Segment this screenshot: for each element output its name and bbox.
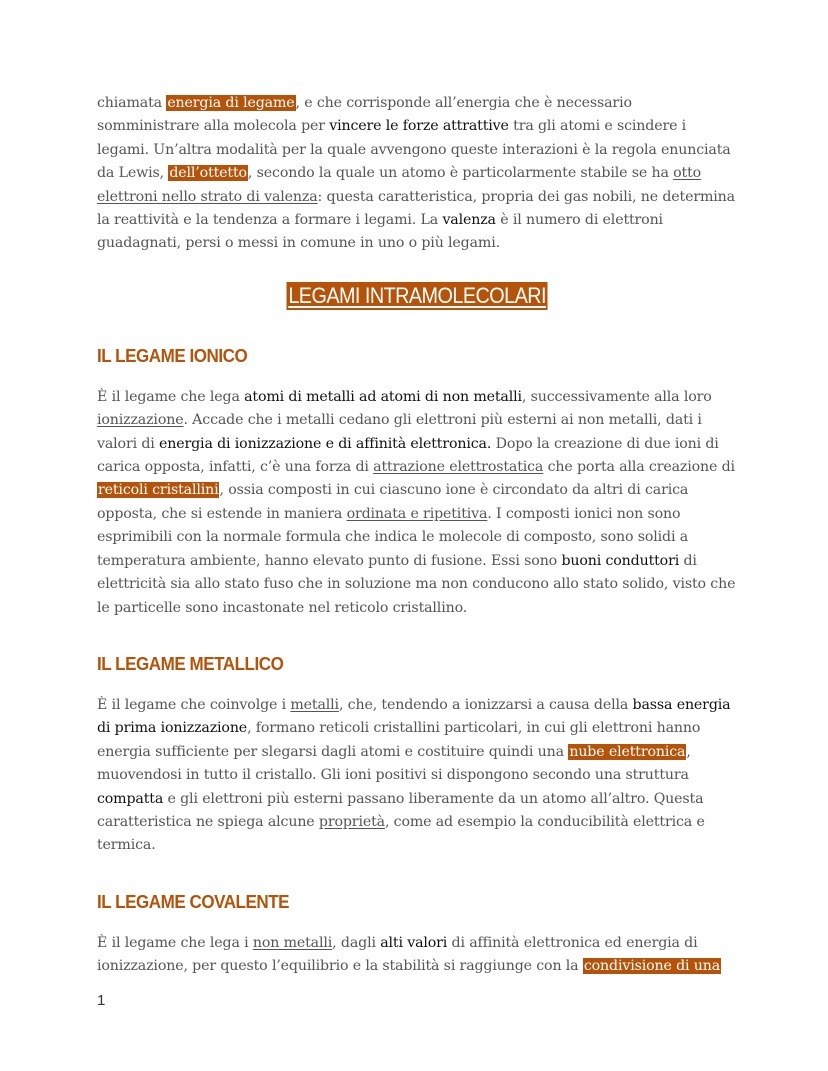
key-term: vincere le forze attrattive bbox=[329, 118, 509, 135]
text-run: . I composti ionici non sono esprimibili con la normale formula che indica le molecole di composto, sono solidi a temperatura ambiente, hanno elevato punto di fusione. Essi sono bbox=[97, 505, 689, 569]
text-run: , formano reticoli cristallini particolari, in cui gli elettroni hanno energia sufficiente per slegarsi dagli atomi e costituire quindi una bbox=[97, 720, 701, 760]
section-title-metallic: IL LEGAME METALLICO bbox=[97, 652, 284, 674]
text-run: , come ad esempio la conducibilità elettrica e termica. bbox=[97, 813, 705, 854]
text-run: : questa caratteristica, propria dei gas nobili, ne determina la reattività e la tendenza a formare i legami. La bbox=[97, 188, 735, 229]
text-run: tra gli atomi e scindere i legami. Un’altra modalità per la quale avvengono queste interazioni è la regola enunciata da Lewis, bbox=[97, 118, 731, 182]
text-run: , dagli bbox=[332, 934, 381, 951]
text-run: che porta alla creazione di bbox=[543, 459, 735, 476]
section-covalent bbox=[97, 890, 737, 979]
section-ionic bbox=[97, 344, 737, 620]
key-term: atomi di metalli ad atomi di non metalli bbox=[244, 388, 522, 405]
section-body-metallic bbox=[97, 694, 737, 858]
key-term: bassa energia di prima ionizzazione bbox=[97, 696, 731, 737]
highlighted-term: nube elettronica bbox=[569, 743, 686, 760]
underlined-term: ionizzazione bbox=[97, 412, 184, 429]
key-term: alti valori bbox=[380, 934, 448, 951]
section-title-ionic: IL LEGAME IONICO bbox=[97, 344, 248, 366]
text-run: È il legame che lega bbox=[97, 388, 245, 405]
text-run: , ossia composti in cui ciascuno ione è circondato da altri di carica opposta, che si estende in maniera bbox=[97, 482, 689, 522]
text-run: , e che corrisponde all’energia che è necessario somministrare alla molecola per bbox=[97, 95, 632, 135]
main-title-block bbox=[97, 282, 737, 314]
text-run: di affinità elettronica ed energia di ionizzazione, per questo l’equilibrio e la stabilità si raggiunge con la bbox=[97, 934, 698, 975]
section-body-ionic bbox=[97, 386, 737, 620]
text-run: , muovendosi in tutto il cristallo. Gli ioni positivi si dispongono secondo una struttura bbox=[97, 743, 691, 784]
highlighted-term: energia di legame bbox=[167, 95, 295, 111]
section-body-covalent bbox=[97, 932, 737, 979]
section-title-covalent: IL LEGAME COVALENTE bbox=[97, 890, 290, 912]
underlined-term: proprietà bbox=[318, 813, 385, 830]
text-run: , successivamente alla loro bbox=[521, 388, 712, 405]
key-term: compatta bbox=[97, 790, 164, 807]
text-run: , che, tendendo a ionizzarsi a causa della bbox=[338, 696, 633, 713]
text-run: , secondo la quale un atomo è particolarmente stabile se ha bbox=[247, 165, 674, 182]
page-number: 1 bbox=[97, 992, 106, 1009]
intro-paragraph bbox=[97, 92, 737, 256]
highlighted-term: dell’ottetto bbox=[169, 165, 247, 182]
text-run: . Accade che i metalli cedano gli elettroni più esterni ai non metalli, dati i valori di bbox=[97, 412, 702, 452]
text-run: di elettricità sia allo stato fuso che in soluzione ma non conducono allo stato solido, visto che le particelle sono incastonate nel reticolo cristallino. bbox=[97, 552, 736, 616]
section-metallic bbox=[97, 652, 737, 858]
key-term: valenza bbox=[442, 212, 496, 229]
underlined-term: metalli bbox=[290, 696, 339, 713]
underlined-term: non metalli bbox=[252, 934, 333, 951]
underlined-term: ordinata e ripetitiva bbox=[346, 505, 488, 522]
highlighted-term: condivisione di una bbox=[583, 958, 721, 975]
text-run: È il legame che coinvolge i bbox=[97, 696, 291, 713]
text-run: Dopo la creazione di due ioni di carica opposta, infatti, c’è una forza di bbox=[97, 435, 719, 476]
text-run: chiamata bbox=[97, 95, 167, 111]
underlined-term: attrazione elettrostatica bbox=[373, 459, 544, 476]
main-title: LEGAMI INTRAMOLECOLARI bbox=[288, 282, 546, 308]
document-page bbox=[97, 92, 737, 979]
underlined-term: otto elettroni nello strato di valenza bbox=[97, 165, 702, 205]
key-term: energia di ionizzazione e di affinità elettronica. bbox=[159, 435, 492, 452]
key-term: buoni conduttori bbox=[561, 552, 680, 569]
text-run: è il numero di elettroni guadagnati, persi o messi in comune in uno o più legami. bbox=[97, 212, 663, 252]
highlighted-term: reticoli cristallini bbox=[98, 482, 219, 499]
text-run: e gli elettroni più esterni passano liberamente da un atomo all’altro. Questa caratteristica ne spiega alcune bbox=[97, 790, 704, 830]
text-run: È il legame che lega i bbox=[97, 934, 253, 951]
